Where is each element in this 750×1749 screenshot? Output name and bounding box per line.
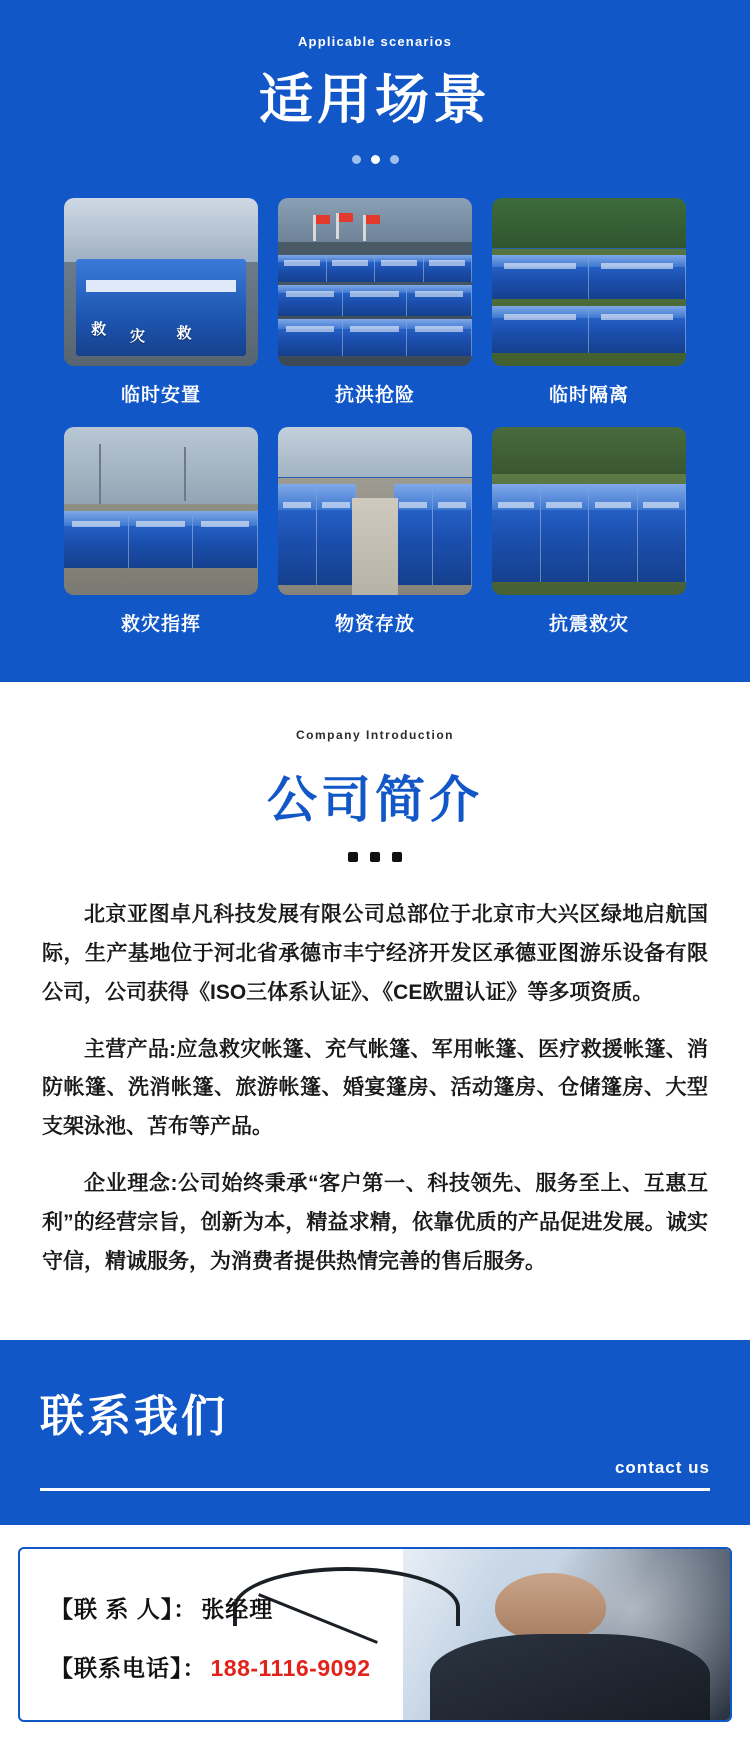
scenario-caption: 临时安置 xyxy=(120,385,201,407)
contact-card xyxy=(18,1547,732,1722)
company-paragraph-1: 北京亚图卓凡科技发展有限公司总部位于北京市大兴区绿地启航国际，生产基地位于河北省承德市丰宁经济开发区承德亚图游乐设备有限公司，公司获得《ISO三体系认证》、《CE欧盟认证》等多项资质。 xyxy=(42,903,708,1004)
carousel-dot-3[interactable] xyxy=(390,155,399,164)
contact-phone-label: 【联系电话】： xyxy=(50,1654,207,1681)
company-paragraph-2: 主营产品:应急救灾帐篷、充气帐篷、军用帐篷、医疗救援帐篷、消防帐篷、洗消帐篷、旅游帐篷、婚宴篷房、活动篷房、仓储篷房、大型支架泳池、苫布等产品。 xyxy=(42,1037,708,1139)
decor-dot xyxy=(370,852,380,862)
scenario-card[interactable] xyxy=(492,427,686,636)
contact-title-en: contact us xyxy=(614,1457,710,1477)
contact-phone-value[interactable]: 188-1116-9092 xyxy=(210,1654,371,1681)
scenario-card[interactable] xyxy=(64,198,258,407)
scenario-image-relief-command xyxy=(64,427,258,595)
company-paragraphs xyxy=(42,896,708,1282)
contact-phone-row[interactable] xyxy=(50,1650,371,1683)
scenario-image-supply-storage xyxy=(278,427,472,595)
customer-service-agent-photo xyxy=(403,1549,730,1720)
scenario-caption: 抗洪抢险 xyxy=(334,385,415,407)
contact-us-banner xyxy=(0,1340,750,1525)
contact-card-section xyxy=(0,1525,750,1742)
contact-person-label: 【联 系 人】： xyxy=(50,1595,198,1622)
applicable-scenarios-section xyxy=(0,0,750,682)
contact-person-row xyxy=(50,1591,371,1624)
scenarios-eyebrow-en: Applicable scenarios xyxy=(297,34,453,49)
title-decoration-dots xyxy=(0,852,750,862)
contact-person-value: 张经理 xyxy=(201,1595,274,1622)
contact-divider xyxy=(40,1488,710,1491)
company-introduction-section xyxy=(0,682,750,1340)
company-eyebrow-en: Company Introduction xyxy=(296,728,454,743)
scenario-image-flood-rescue xyxy=(278,198,472,366)
scenario-card[interactable] xyxy=(64,427,258,636)
scenario-caption: 抗震救灾 xyxy=(548,614,629,636)
carousel-dots[interactable] xyxy=(0,155,750,164)
scenario-card[interactable] xyxy=(492,198,686,407)
company-title: 公司简介 xyxy=(267,772,483,829)
contact-title-cn: 联系我们 xyxy=(40,1391,228,1441)
scenario-image-earthquake-relief xyxy=(492,427,686,595)
carousel-dot-2[interactable] xyxy=(371,155,380,164)
decor-dot xyxy=(392,852,402,862)
scenario-caption: 救灾指挥 xyxy=(120,614,201,636)
scenario-grid xyxy=(64,198,686,636)
scenario-card[interactable] xyxy=(278,427,472,636)
scenario-image-temporary-resettlement: 救 灾 救 xyxy=(64,198,258,366)
scenarios-title: 适用场景 xyxy=(259,70,491,130)
scenario-card[interactable] xyxy=(278,198,472,407)
decor-dot xyxy=(348,852,358,862)
scenario-caption: 临时隔离 xyxy=(548,385,629,407)
scenario-caption: 物资存放 xyxy=(334,614,415,636)
company-paragraph-3: 企业理念:公司始终秉承“客户第一、科技领先、服务至上、互惠互利”的经营宗旨，创新为本，精益求精，依靠优质的产品促进发展。诚实守信，精诚服务，为消费者提供热情完善的售后服务。 xyxy=(42,1172,708,1273)
carousel-dot-1[interactable] xyxy=(352,155,361,164)
scenario-image-temporary-isolation xyxy=(492,198,686,366)
